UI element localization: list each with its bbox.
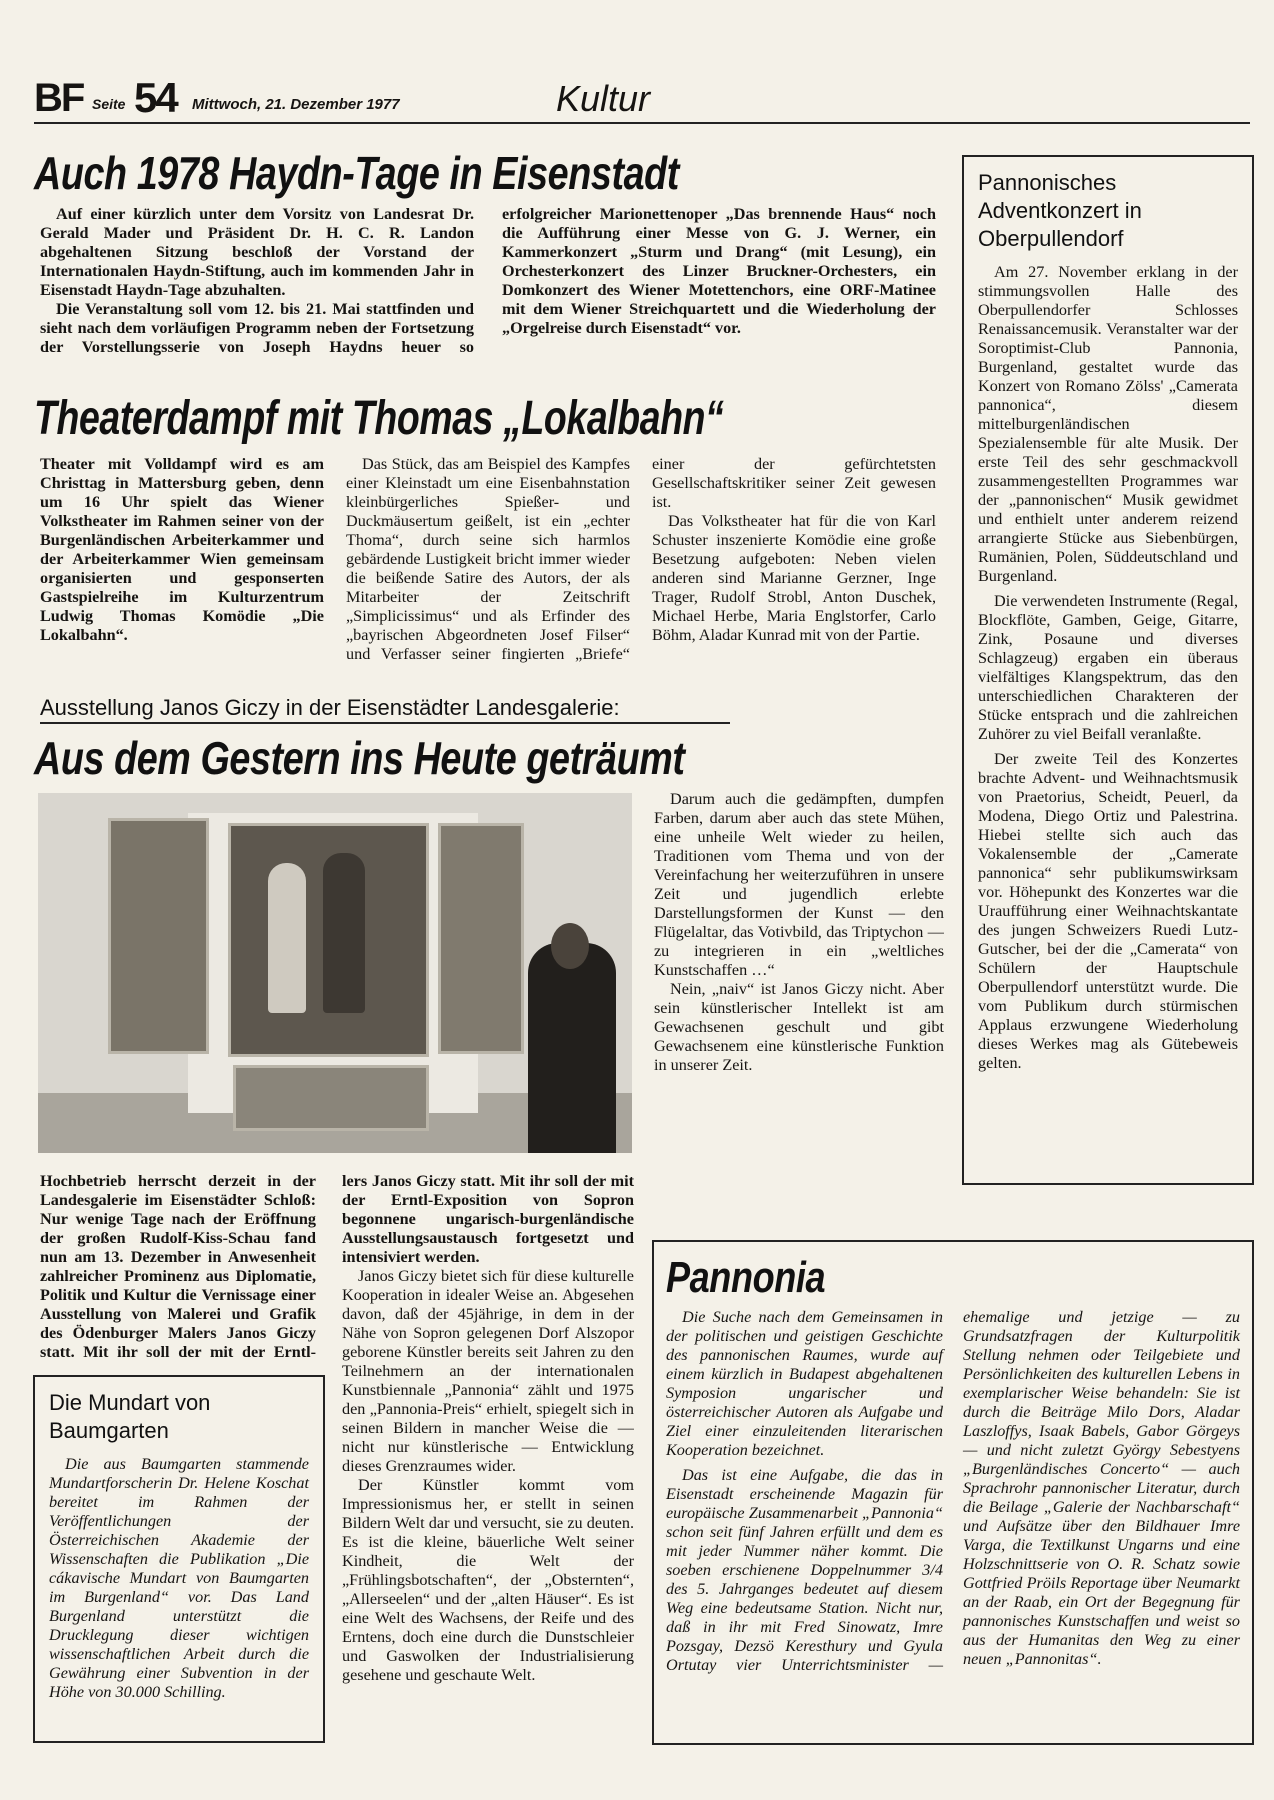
pannonia-body: [666, 1308, 1240, 1728]
artist-head: [551, 923, 589, 969]
haydn-body: [40, 205, 936, 377]
giczy-kicker: Ausstellung Janos Giczy in der Eisenstädter Landesgalerie:: [40, 695, 620, 720]
advent-paragraph: Die verwendeten Instrumente (Regal, Blockflöte, Gamben, Geige, Gitarre, Zink, Posaune und diverses Schlagzeug) ergaben ein überaus vielfältiges Klangspektrum, das den unterschiedlichen Charakteren der Stücke entsprach und die zahlreichen Zuhörer zu viel Beifall veranlaßte.: [978, 592, 1238, 743]
advent-headline: Pannonisches Adventkonzert in Oberpullendorf: [978, 170, 1142, 251]
theater-paragraph: Das Volkstheater hat für die von Karl Schuster inszenierte Komödie eine große Besetzung aufgeboten: Neben vielen anderen sind Marianne Gerzner, Inge Trager, Rudolf Strobl, Anton Duschek, Michael Herbe, Maria Englstorfer, Carlo Böhm, Aladar Kunrad mit von der Partie.: [652, 512, 936, 644]
giczy-body-middle: [342, 1172, 634, 1732]
masthead: [34, 70, 1250, 130]
painted-figure: [268, 863, 306, 1013]
theater-headline: Theaterdampf mit Thomas „Lokalbahn“: [34, 392, 724, 445]
giczy-paragraph: Der Künstler kommt vom Impressionismus her, er stellt in seinen Bildern Welt dar und versucht, sie zu deuten. Es ist die kleine, bäuerliche Welt seiner Kindheit, die Welt der „Frühlingsbotschaften“, der „Obsternten“, „Allerseelen“ und der „alten Häuser“. Es ist eine Welt des Wachsens, der Reife und des Erntens, doch eine durch die Dunstschleier und Gaswolken der Industrialisierung gesehene und geschaute Welt.: [342, 1476, 634, 1684]
artist-figure: [528, 943, 616, 1153]
mundart-box: [33, 1375, 325, 1743]
page-number: 54: [134, 74, 177, 121]
theater-paragraph: Das Stück, das am Beispiel des Kampfes einer Kleinstadt um eine Eisenbahnstation kleinbürgerliches Spießer- und Duckmäusertum geißelt, ist ein „echter Thoma“, durch seine sich harmlos gebärdende Lustigkeit bricht immer wieder die beißende Satire des Autors, der als Mitarbeiter der Zeitschrift „Simplicissimus“ und als Erfinder des „bayrischen Abgeordneten Josef Filser“ und Verfasser seiner fingierten „Briefe“ einer der gefürchtetsten Gesellschaftskritiker seiner Zeit gewesen ist.: [346, 455, 936, 663]
giczy-paragraph: Nein, „naiv“ ist Janos Giczy nicht. Aber sein künstlerischer Intellekt ist am Gewachsenen geschult und gibt Gewachsenem eine künstlerische Funktion in unserer Zeit.: [654, 980, 944, 1074]
section-title: Kultur: [556, 78, 651, 119]
publication-logo: BF: [34, 76, 84, 120]
advent-paragraph: Am 27. November erklang in der stimmungsvollen Halle des Oberpullendorfer Schlosses Renaissancemusik. Veranstalter war der Soroptimist-Club Pannonia, Burgenland, gestaltet wurde das Konzert von Romano Zölss' „Camerata pannonica“, diesem mittelburgenländischen Spezialensemble für alte Musik. Der erste Teil des sehr geschmackvoll zusammengestellten Programmes war der „pannonischen“ Musik gewidmet und enthielt unter anderem reizend arrangierte Stücke aus Siebenbürgen, Rumänien, Polen, Süddeutschland und Burgenland.: [978, 263, 1238, 585]
advent-box: [962, 155, 1254, 1185]
giczy-lead: Hochbetrieb herrscht derzeit in der Landesgalerie im Eisenstädter Schloß: Nur wenige Tage nach der Eröffnung der großen Rudolf-Kiss-Schau fand nun am 13. Dezember in Anwesenheit zahlreicher Prominenz aus Diplomatie, Politik und Kultur die Vernissage einer Ausstellung von Malerei und Grafik des Ödenburger Malers Janos Giczy statt. Mit ihr soll der mit der Erntl-: [40, 1172, 316, 1361]
exhibition-photo: [38, 793, 632, 1153]
haydn-paragraph: Auf einer kürzlich unter dem Vorsitz von Landesrat Dr. Gerald Mader und Präsident Dr. H. C. R. Landon abgehaltenen Sitzung beschloß der Vorstand der Internationalen Haydn-Stiftung, auch im kommenden Jahr in Eisenstadt Haydn-Tage abzuhalten.: [40, 205, 474, 299]
giczy-paragraph: Janos Giczy bietet sich für diese kulturelle Kooperation in idealer Weise an. Abgesehen davon, daß der 45jährige, in dem in der Nähe von Sopron gelegenen Dorf Alszopor geborene Künstler bereits seit Jahren zu den Teilnehmern an der internationalen Kunstbiennale „Pannonia“ zählt und 1975 den „Pannonia-Preis“ erhielt, spiegelt sich in seinen Bildern in mancher Weise die — nicht nur künstlerische — Entwicklung dieses Grenzraumes wider.: [342, 1267, 634, 1475]
pannonia-box: [652, 1240, 1254, 1745]
mundart-headline: Die Mundart von Baumgarten: [49, 1390, 211, 1443]
theater-lead: Theater mit Volldampf wird es am Christtag in Mattersburg geben, denn um 16 Uhr spielt das Wiener Volkstheater im Rahmen seiner von der Burgenländischen Arbeiterkammer und der Arbeiterkammer Wien gemeinsam organisierten und gesponserten Gastspielreihe im Kulturzentrum Ludwig Thomas Komödie „Die Lokalbahn“.: [40, 455, 324, 644]
haydn-headline: Auch 1978 Haydn-Tage in Eisenstadt: [34, 147, 679, 199]
pannonia-paragraph: Die Suche nach dem Gemeinsamen in der politischen und geistigen Geschichte des pannonischen Raumes, wurde auf einem kürzlich in Budapest abgehaltenen Symposion ungarischer und österreichischer Autoren als Aufgabe und Ziel einer einzuleitenden literarischen Kooperation bezeichnet.: [666, 1308, 943, 1459]
pannonia-paragraph: Das ist eine Aufgabe, die das in Eisenstadt erscheinende Magazin für europäische Zusammenarbeit „Pannonia“ schon seit fünf Jahren erfüllt und dem es mit jeder Nummer näher kommt. Die soeben erschienene Doppelnummer 3/4 des 5. Jahrganges bedeutet auf diesem Weg eine bedeutsame Station. Nicht nur, daß in ihr mit Fred Sinowatz, Imre Pozsgay, Dezsö Keresthury und Gyula Ortutay vier Unterrichtsminister — ehemalige und jetzige — zu Grundsatzfragen der Kulturpolitik Stellung nehmen oder Teilgebiete und Persönlichkeiten des kulturellen Lebens in exemplarischer Weise behandeln: Sie ist durch die Beiträge Milo Dors, Aladar Laszloffys, Isaak Babels, Gabor Görgeys — und nicht zuletzt György Sebestyens „Burgenländisches Concerto“ — auch Sprachrohr pannonischer Literatur, durch die Beilage „Galerie der Nachbarschaft“ und Aufsätze über den Bildhauer Imre Varga, die Textilkunst Ungarns und eine Holzschnittserie von O. R. Schatz sowie Gottfried Pröils Reportage über Neumarkt an der Raab, ein Ort der Begegnung für pannonisches Kunstschaffen und weist so aus der Humanitas den Weg zu einer neuen „Pannonitas“.: [666, 1308, 1240, 1674]
predella-panel: [233, 1065, 429, 1131]
giczy-headline: Aus dem Gestern ins Heute geträumt: [34, 732, 685, 784]
haydn-paragraph: Die Veranstaltung soll vom 12. bis 21. Mai stattfinden und sieht nach dem vorläufigen Programm neben der Fortsetzung der Vorstellungsserie von Joseph Haydns heuer so erfolgreicher Marionettenoper „Das brennende Haus“ noch die Aufführung einer Messe von G. J. Werner, ein Kammerkonzert „Sturm und Drang“ (mit Lesung), ein Orchesterkonzert des Linzer Bruckner-Orchesters, ein Domkonzert des Wiener Motettenchors, eine ORF-Matinee mit dem Wiener Streichquartett und die Wiederholung der „Orgelreise durch Eisenstadt“ vor.: [40, 205, 936, 356]
pannonia-headline: Pannonia: [666, 1253, 826, 1302]
giczy-paragraph: Darum auch die gedämpften, dumpfen Farben, darum aber auch das stete Mühen, eine unheile Welt wieder zu heilen, Traditionen vom Thema und von der Vereinfachung her weiterzuführen in unsere Zeit und jugendlich erlebte Darstellungsformen der Kunst — den Flügelaltar, das Votivbild, das Triptychon — zu integrieren in ein „weltliches Kunstschaffen …“: [654, 790, 944, 979]
theater-body: [40, 455, 936, 679]
giczy-lead-continuation: lers Janos Giczy statt. Mit ihr soll der mit der Erntl-Exposition von Sopron begonnene ungarisch-burgenländische Ausstellungsaustausch fortgesetzt und intensiviert werden.: [342, 1172, 634, 1266]
issue-date: Mittwoch, 21. Dezember 1977: [192, 96, 400, 113]
painted-figure: [323, 853, 365, 1013]
triptych-left-wing: [108, 818, 209, 1054]
masthead-rule: [34, 122, 1250, 124]
giczy-body-right: [654, 790, 944, 1190]
kicker-underline: [40, 722, 730, 724]
advent-paragraph: Der zweite Teil des Konzertes brachte Advent- und Weihnachtsmusik von Praetorius, Scheidt, Peuerl, da Modena, Diego Ortiz und Palestrina. Hiebei stellte sich auch das Vokalensemble der „Camerate pannonica“ sehr publikumswirksam vor. Höhepunkt des Konzertes war die Uraufführung einer Weihnachtskantate des jungen Schweizers Ruedi Lutz-Gutscher, bei der die „Camerata“ von Schülern der Hauptschule Oberpullendorf unterstützt wurde. Die vom Publikum durch stürmischen Applaus erzwungene Wiederholung dieses Werkes mag als Gütebeweis gelten.: [978, 750, 1238, 1072]
seite-label: Seite: [92, 96, 126, 112]
triptych-right-wing: [438, 823, 524, 1054]
mundart-paragraph: Die aus Baumgarten stammende Mundartforscherin Dr. Helene Koschat bereitet im Rahmen der Veröffentlichungen der Österreichischen Akademie der Wissenschaften die Publikation „Die cákavische Mundart von Baumgarten im Burgenland“ vor. Das Land Burgenland unterstützt die Drucklegung dieser wichtigen wissenschaftlichen Arbeit durch die Gewährung einer Subvention in der Höhe von 30.000 Schilling.: [49, 1455, 309, 1701]
